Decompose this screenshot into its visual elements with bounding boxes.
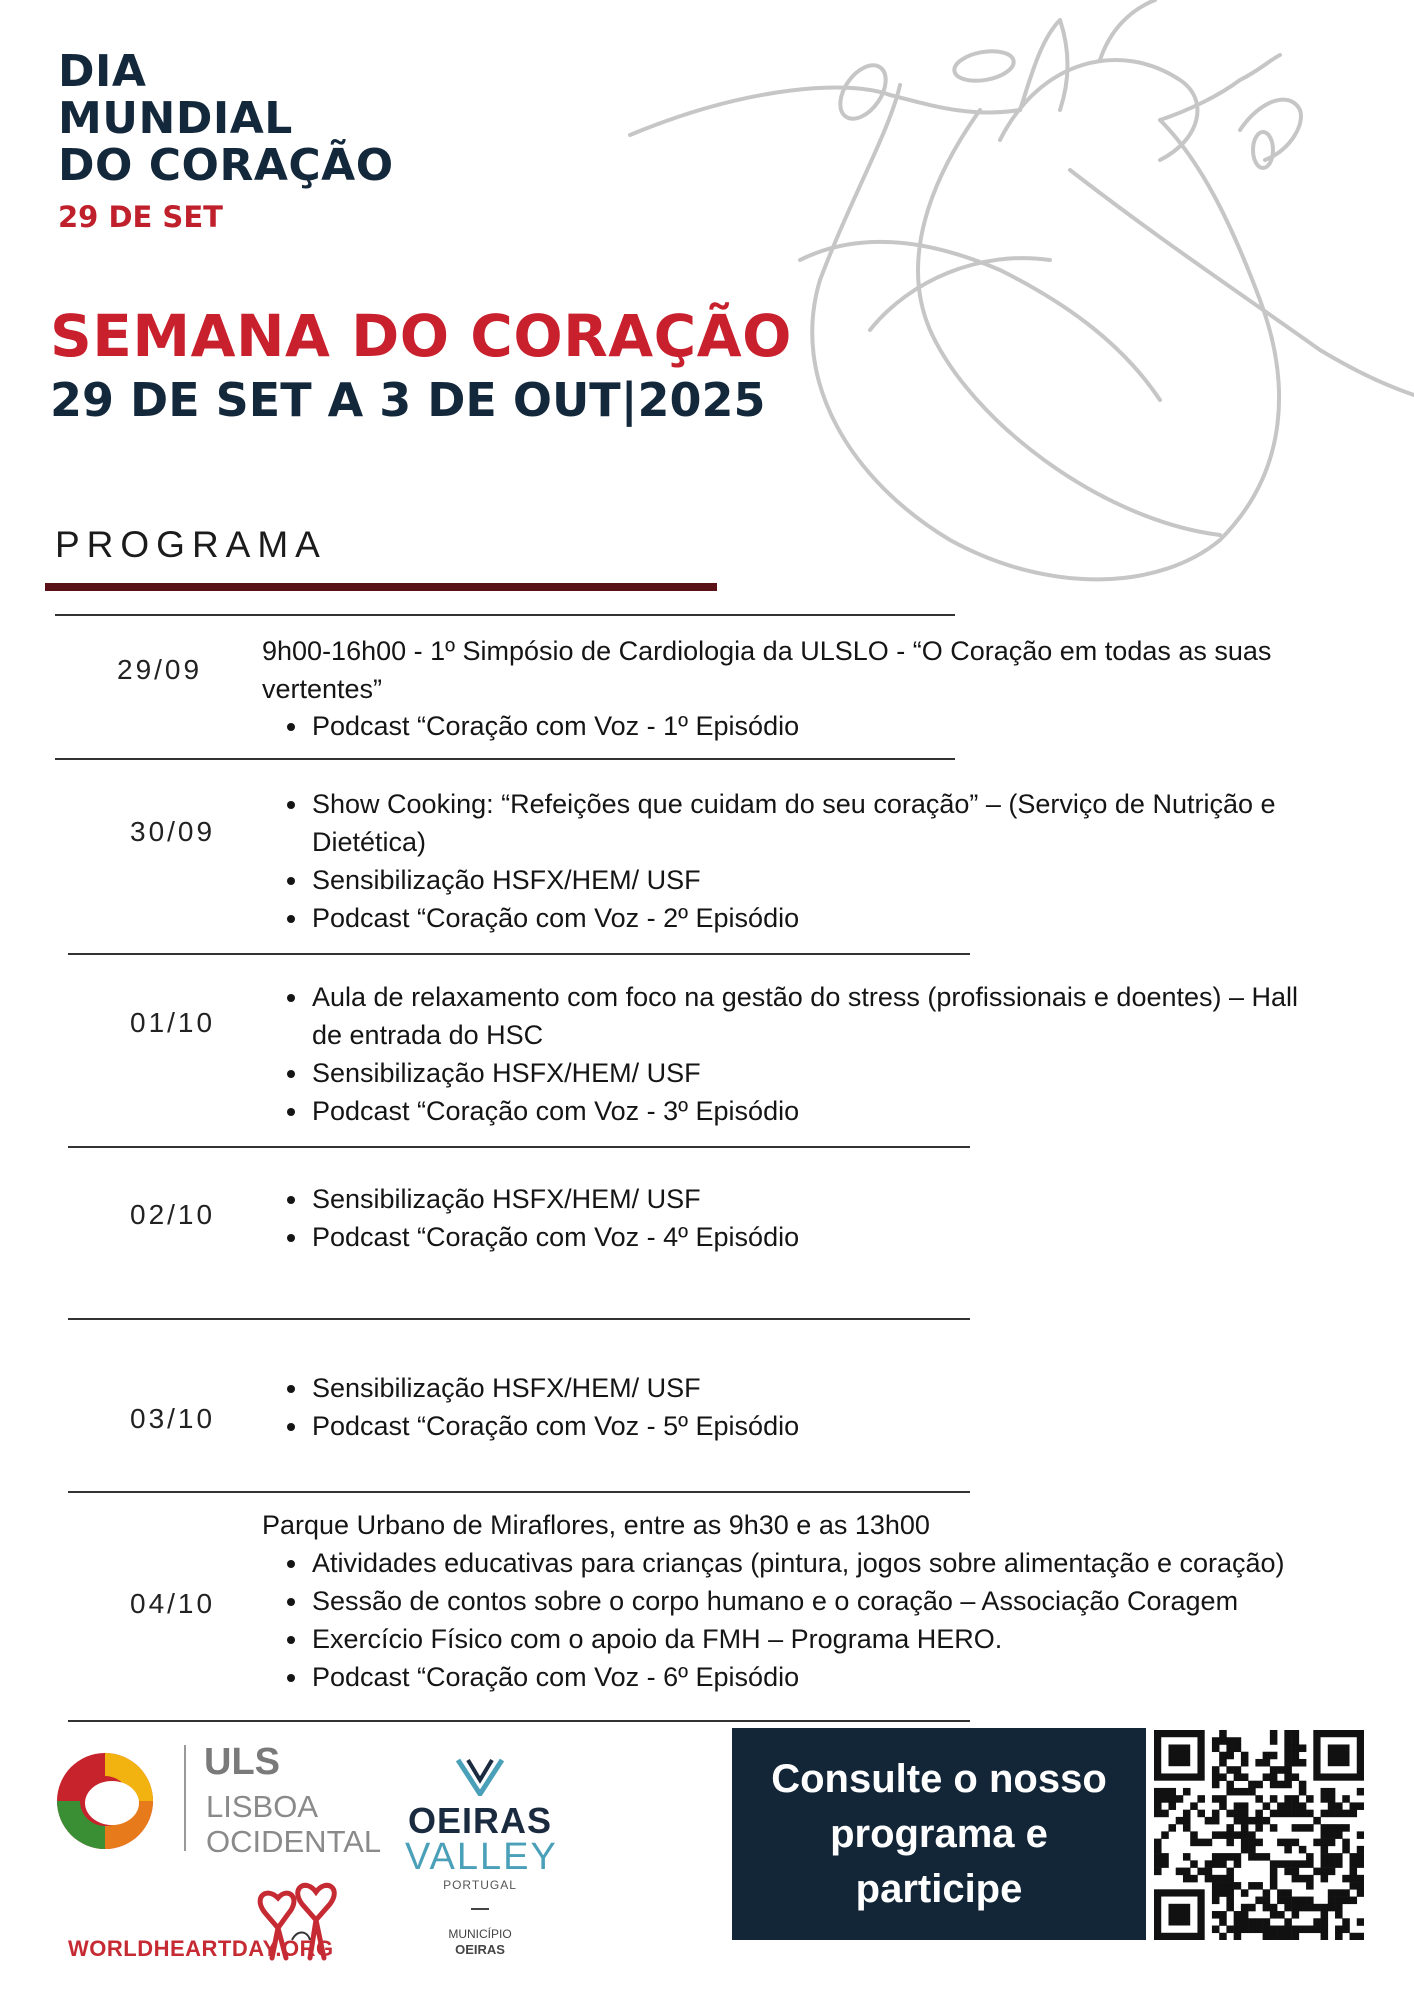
- valley-title: VALLEY: [405, 1836, 558, 1878]
- oeiras-divider: [471, 1908, 489, 1910]
- event-title-line-3: DO CORAÇÃO: [58, 140, 394, 191]
- list-item: • Atividades educativas para crianças (pintura, jogos sobre alimentação e coração): [310, 1544, 1382, 1582]
- row-divider: [68, 1720, 970, 1722]
- schedule-intro: 9h00-16h00 - 1º Simpósio de Cardiologia da ULSLO - “O Coração em todas as suas vertentes”: [262, 636, 1272, 704]
- list-item: • Sessão de contos sobre o corpo humano e o coração – Associação Coragem: [310, 1582, 1382, 1620]
- uls-logo-icon: [50, 1748, 160, 1854]
- schedule-list: [262, 707, 1312, 745]
- programa-underline: [45, 583, 717, 591]
- oeiras-title: OEIRAS: [407, 1800, 553, 1841]
- uls-subtitle-line-2: OCIDENTAL: [206, 1824, 382, 1859]
- row-divider: [68, 1491, 970, 1493]
- uls-logo-divider: [184, 1745, 186, 1851]
- schedule-cell: [262, 707, 1312, 745]
- schedule-list: [262, 1369, 1312, 1445]
- schedule-cell: [262, 1369, 1312, 1445]
- schedule-list: [262, 785, 1312, 937]
- schedule-day: 01/10: [130, 1007, 216, 1038]
- schedule-list: [262, 978, 1312, 1130]
- list-item: • Podcast “Coração com Voz - 5º Episódio: [310, 1407, 1312, 1445]
- row-divider: [55, 758, 955, 760]
- row-divider: [68, 1318, 970, 1320]
- schedule-list: [262, 1180, 1312, 1256]
- heart-figures-icon: [252, 1880, 352, 1962]
- programa-heading: PROGRAMA: [55, 524, 327, 565]
- schedule-day: 03/10: [130, 1403, 216, 1434]
- event-title: [58, 48, 394, 189]
- list-item: • Exercício Físico com o apoio da FMH – Programa HERO.: [310, 1620, 1382, 1658]
- cta-banner: [732, 1728, 1146, 1940]
- list-item: • Sensibilização HSFX/HEM/ USF: [310, 1180, 1312, 1218]
- heart-line-art: [600, 0, 1414, 600]
- uls-subtitle-line-1: LISBOA: [206, 1789, 318, 1824]
- schedule-day: 30/09: [130, 816, 216, 847]
- schedule-list: [262, 1544, 1382, 1696]
- worldheartday-label: WORLDHEARTDAY.ORG: [68, 1936, 334, 1961]
- schedule-cell: [262, 785, 1312, 937]
- municipio-block: [405, 1926, 555, 1958]
- schedule-day: 02/10: [130, 1199, 216, 1230]
- row-divider: [68, 1146, 970, 1148]
- schedule-cell: [262, 978, 1312, 1130]
- list-item: • Podcast “Coração com Voz - 2º Episódio: [310, 899, 1312, 937]
- oeiras-country: PORTUGAL: [443, 1878, 517, 1892]
- oeiras-valley-icon: [456, 1758, 504, 1796]
- uls-name: ULS: [204, 1741, 280, 1783]
- week-range: 29 DE SET A 3 DE OUT|2025: [50, 373, 766, 427]
- row-divider: [68, 953, 970, 955]
- row-divider: [55, 614, 955, 616]
- list-item: • Aula de relaxamento com foco na gestão do stress (profissionais e doentes) – Hall de entrada do HSC: [310, 978, 1312, 1054]
- list-item: • Podcast “Coração com Voz - 3º Episódio: [310, 1092, 1312, 1130]
- event-title-line-1: DIA: [58, 46, 147, 97]
- qr-code-icon[interactable]: [1154, 1730, 1364, 1940]
- schedule-intro: Parque Urbano de Miraflores, entre as 9h30 e as 13h00: [262, 1510, 930, 1540]
- event-date: 29 DE SET: [58, 200, 223, 234]
- list-item: • Podcast “Coração com Voz - 4º Episódio: [310, 1218, 1312, 1256]
- municipio-name: OEIRAS: [455, 1942, 505, 1957]
- week-title: SEMANA DO CORAÇÃO: [50, 302, 792, 370]
- schedule-cell: [262, 1180, 1312, 1256]
- municipio-label: MUNICÍPIO: [448, 1927, 512, 1941]
- cta-text: Consulte o nosso programa e participe: [771, 1756, 1107, 1911]
- schedule-day: 29/09: [117, 654, 203, 685]
- schedule-day: 04/10: [130, 1588, 216, 1619]
- list-item: • Show Cooking: “Refeições que cuidam do seu coração” – (Serviço de Nutrição e Dietética): [310, 785, 1312, 861]
- list-item: • Sensibilização HSFX/HEM/ USF: [310, 861, 1312, 899]
- uls-subtitle: [206, 1789, 381, 1859]
- list-item: • Sensibilização HSFX/HEM/ USF: [310, 1369, 1312, 1407]
- event-title-line-2: MUNDIAL: [58, 93, 293, 144]
- schedule-cell: [262, 1544, 1382, 1696]
- list-item: • Sensibilização HSFX/HEM/ USF: [310, 1054, 1312, 1092]
- list-item: • Podcast “Coração com Voz - 6º Episódio: [310, 1658, 1382, 1696]
- list-item: • Podcast “Coração com Voz - 1º Episódio: [310, 707, 1312, 745]
